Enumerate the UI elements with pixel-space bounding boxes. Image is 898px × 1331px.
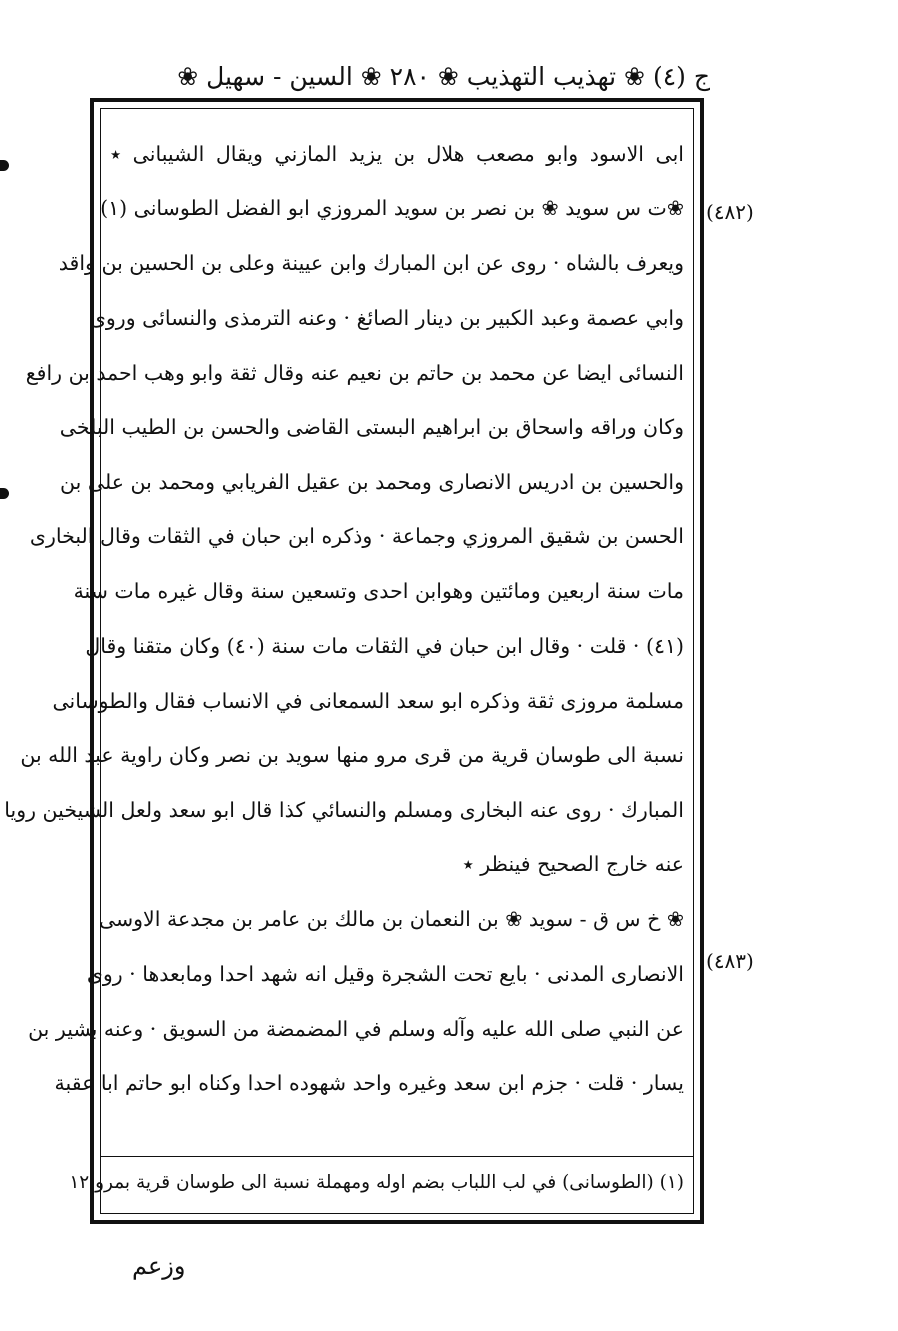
text-line: عن النبي صلى الله عليه وآله وسلم في المضمضة من السويق · وعنه بشير بن xyxy=(28,1017,684,1041)
text-line: (٤١) · قلت · وقال ابن حبان في الثقات مات سنة (٤٠) وكان متقنا وقال xyxy=(85,634,684,658)
text-line: نسبة الى طوسان قرية من قرى مرو منها سويد بن نصر وكان راوية عبد الله بن xyxy=(20,743,684,767)
running-header: ج (٤) ❀ تهذيب التهذيب ❀ ٢٨٠ ❀ السين - سهيل ❀ xyxy=(177,62,710,91)
text-line: الانصارى المدنى · بايع تحت الشجرة وقيل انه شهد احدا ومابعدها · روى xyxy=(86,962,684,986)
text-line: ويعرف بالشاه · روى عن ابن المبارك وابن عيينة وعلى بن الحسين بن واقد xyxy=(58,251,684,275)
footnote-divider xyxy=(100,1156,694,1157)
text-line: ❀ت س سويد ❀ بن نصر بن سويد المروزي ابو الفضل الطوسانى (١) xyxy=(100,196,684,220)
text-line: وابي عصمة وعبد الكبير بن دينار الصائغ · وعنه الترمذى والنسائى وروى xyxy=(89,306,684,330)
text-line: النسائى ايضا عن محمد بن حاتم بن نعيم عنه وقال ثقة وابو وهب احمد بن رافع xyxy=(25,361,684,385)
binding-mark xyxy=(0,488,9,499)
text-line: مسلمة مروزى ثقة وذكره ابو سعد السمعانى في الانساب فقال والطوسانى xyxy=(52,689,684,713)
entry-number: (٤٨٣) xyxy=(706,949,754,973)
binding-mark xyxy=(0,160,9,171)
text-line: ابى الاسود وابو مصعب هلال بن يزيد المازني ويقال الشيبانى ٭ xyxy=(110,142,684,166)
text-line: مات سنة اربعين ومائتين وهوابن احدى وتسعين سنة وقال غيره مات سنة xyxy=(73,579,684,603)
entry-number: (٤٨٢) xyxy=(706,200,754,224)
text-line: ❀ خ س ق - سويد ❀ بن النعمان بن مالك بن عامر بن مجدعة الاوسى xyxy=(98,907,684,931)
text-line: عنه خارج الصحيح فينظر ٭ xyxy=(462,852,684,876)
text-line: يسار · قلت · جزم ابن سعد وغيره واحد شهوده احدا وكناه ابو حاتم ابا عقبة xyxy=(54,1071,684,1095)
text-line: والحسين بن ادريس الانصارى ومحمد بن عقيل الفريابي ومحمد بن على بن xyxy=(60,470,684,494)
text-line: الحسن بن شقيق المروزي وجماعة · وذكره ابن حبان في الثقات وقال البخارى xyxy=(29,524,684,548)
text-line: وكان وراقه واسحاق بن ابراهيم البستى القاضى والحسن بن الطيب البلخى xyxy=(59,415,684,439)
catchword: وزعم xyxy=(132,1252,186,1280)
text-line: المبارك · روى عنه البخارى ومسلم والنسائي كذا قال ابو سعد ولعل الشيخين رويا xyxy=(4,798,684,822)
footnote: (١) (الطوسانى) في لب اللباب بضم اوله ومهملة نسبة الى طوسان قرية بمرو ١٢ xyxy=(69,1172,684,1193)
